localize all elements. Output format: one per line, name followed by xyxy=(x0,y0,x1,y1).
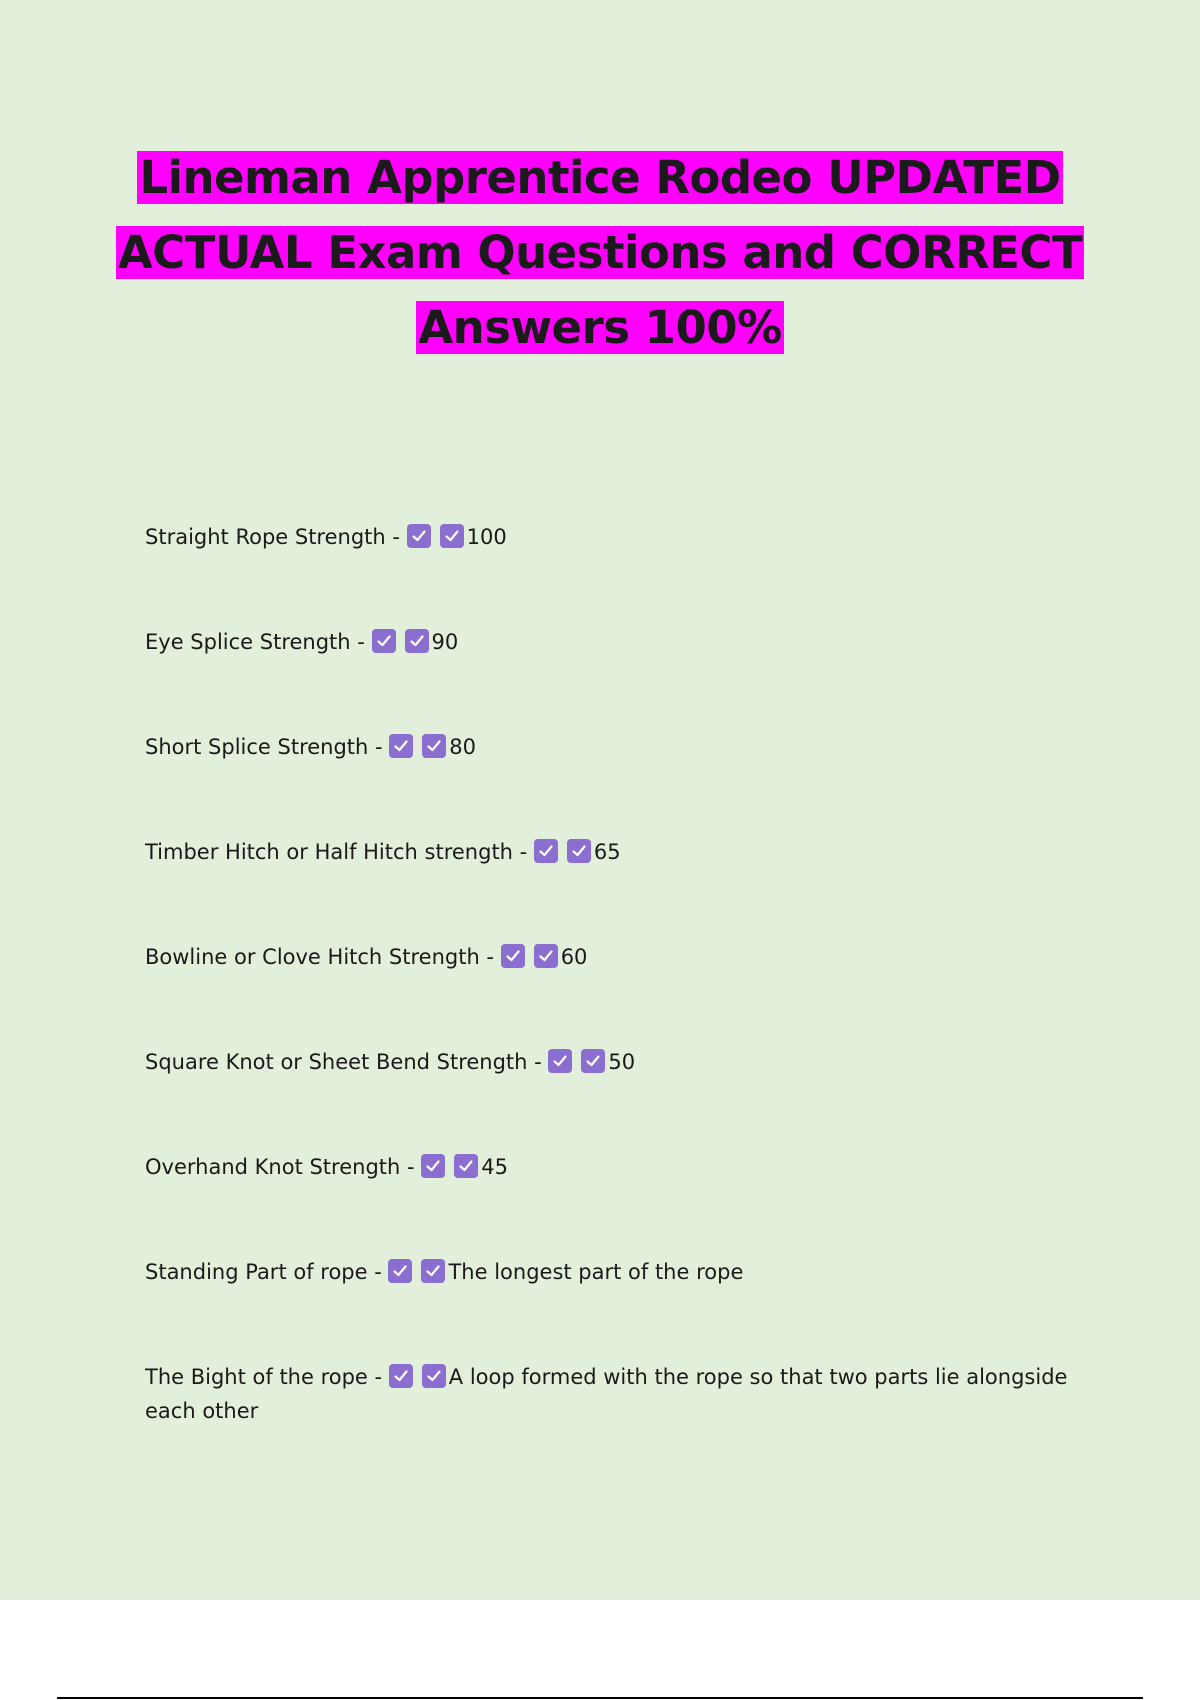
check-box-icon xyxy=(567,839,591,863)
check-box-icon xyxy=(389,1364,413,1388)
check-box-icon xyxy=(440,524,464,548)
title-line-text: ACTUAL Exam Questions and CORRECT xyxy=(117,226,1083,279)
question-text: Eye Splice Strength - xyxy=(145,630,372,654)
question-text: The Bight of the rope - xyxy=(145,1365,389,1389)
check-box-icon xyxy=(372,629,396,653)
document-title xyxy=(0,140,1200,365)
footer-divider xyxy=(57,1697,1143,1699)
check-box-icon xyxy=(421,1259,445,1283)
answer-text: 80 xyxy=(449,735,477,759)
answer-text: 65 xyxy=(593,840,621,864)
qa-item xyxy=(145,940,1085,974)
question-answer-list xyxy=(145,520,1085,1499)
answer-text: 60 xyxy=(560,945,588,969)
question-text: Standing Part of rope - xyxy=(145,1260,389,1284)
answer-text: 90 xyxy=(431,630,459,654)
check-box-icon xyxy=(389,734,413,758)
qa-item xyxy=(145,1255,1085,1289)
qa-item xyxy=(145,730,1085,764)
answer-text: 50 xyxy=(608,1050,636,1074)
title-line-text: Lineman Apprentice Rodeo UPDATED xyxy=(139,151,1061,204)
answer-text: The longest part of the rope xyxy=(448,1260,744,1284)
check-box-icon xyxy=(454,1154,478,1178)
title-line xyxy=(0,140,1200,215)
title-line xyxy=(0,290,1200,365)
check-box-icon xyxy=(534,839,558,863)
answer-text: 45 xyxy=(481,1155,508,1179)
question-text: Straight Rope Strength - xyxy=(145,525,407,549)
question-text: Overhand Knot Strength - xyxy=(145,1155,422,1179)
check-box-icon xyxy=(388,1259,412,1283)
check-box-icon xyxy=(548,1049,572,1073)
check-box-icon xyxy=(407,524,431,548)
check-box-icon xyxy=(581,1049,605,1073)
qa-item xyxy=(145,1045,1085,1079)
qa-item xyxy=(145,1360,1085,1428)
qa-item xyxy=(145,520,1085,554)
answer-text: A loop formed with the rope so that two parts lie alongside each other xyxy=(145,1365,1068,1423)
qa-item xyxy=(145,1150,1085,1184)
check-box-icon xyxy=(422,734,446,758)
check-box-icon xyxy=(405,629,429,653)
title-line-text: Answers 100% xyxy=(418,301,782,354)
qa-item xyxy=(145,835,1085,869)
check-box-icon xyxy=(422,1364,446,1388)
qa-item xyxy=(145,625,1085,659)
question-text: Short Splice Strength - xyxy=(145,735,390,759)
title-line xyxy=(0,215,1200,290)
question-text: Timber Hitch or Half Hitch strength - xyxy=(145,840,534,864)
question-text: Square Knot or Sheet Bend Strength - xyxy=(145,1050,549,1074)
check-box-icon xyxy=(501,944,525,968)
check-box-icon xyxy=(421,1154,445,1178)
check-box-icon xyxy=(534,944,558,968)
answer-text: 100 xyxy=(466,525,507,549)
question-text: Bowline or Clove Hitch Strength - xyxy=(145,945,501,969)
